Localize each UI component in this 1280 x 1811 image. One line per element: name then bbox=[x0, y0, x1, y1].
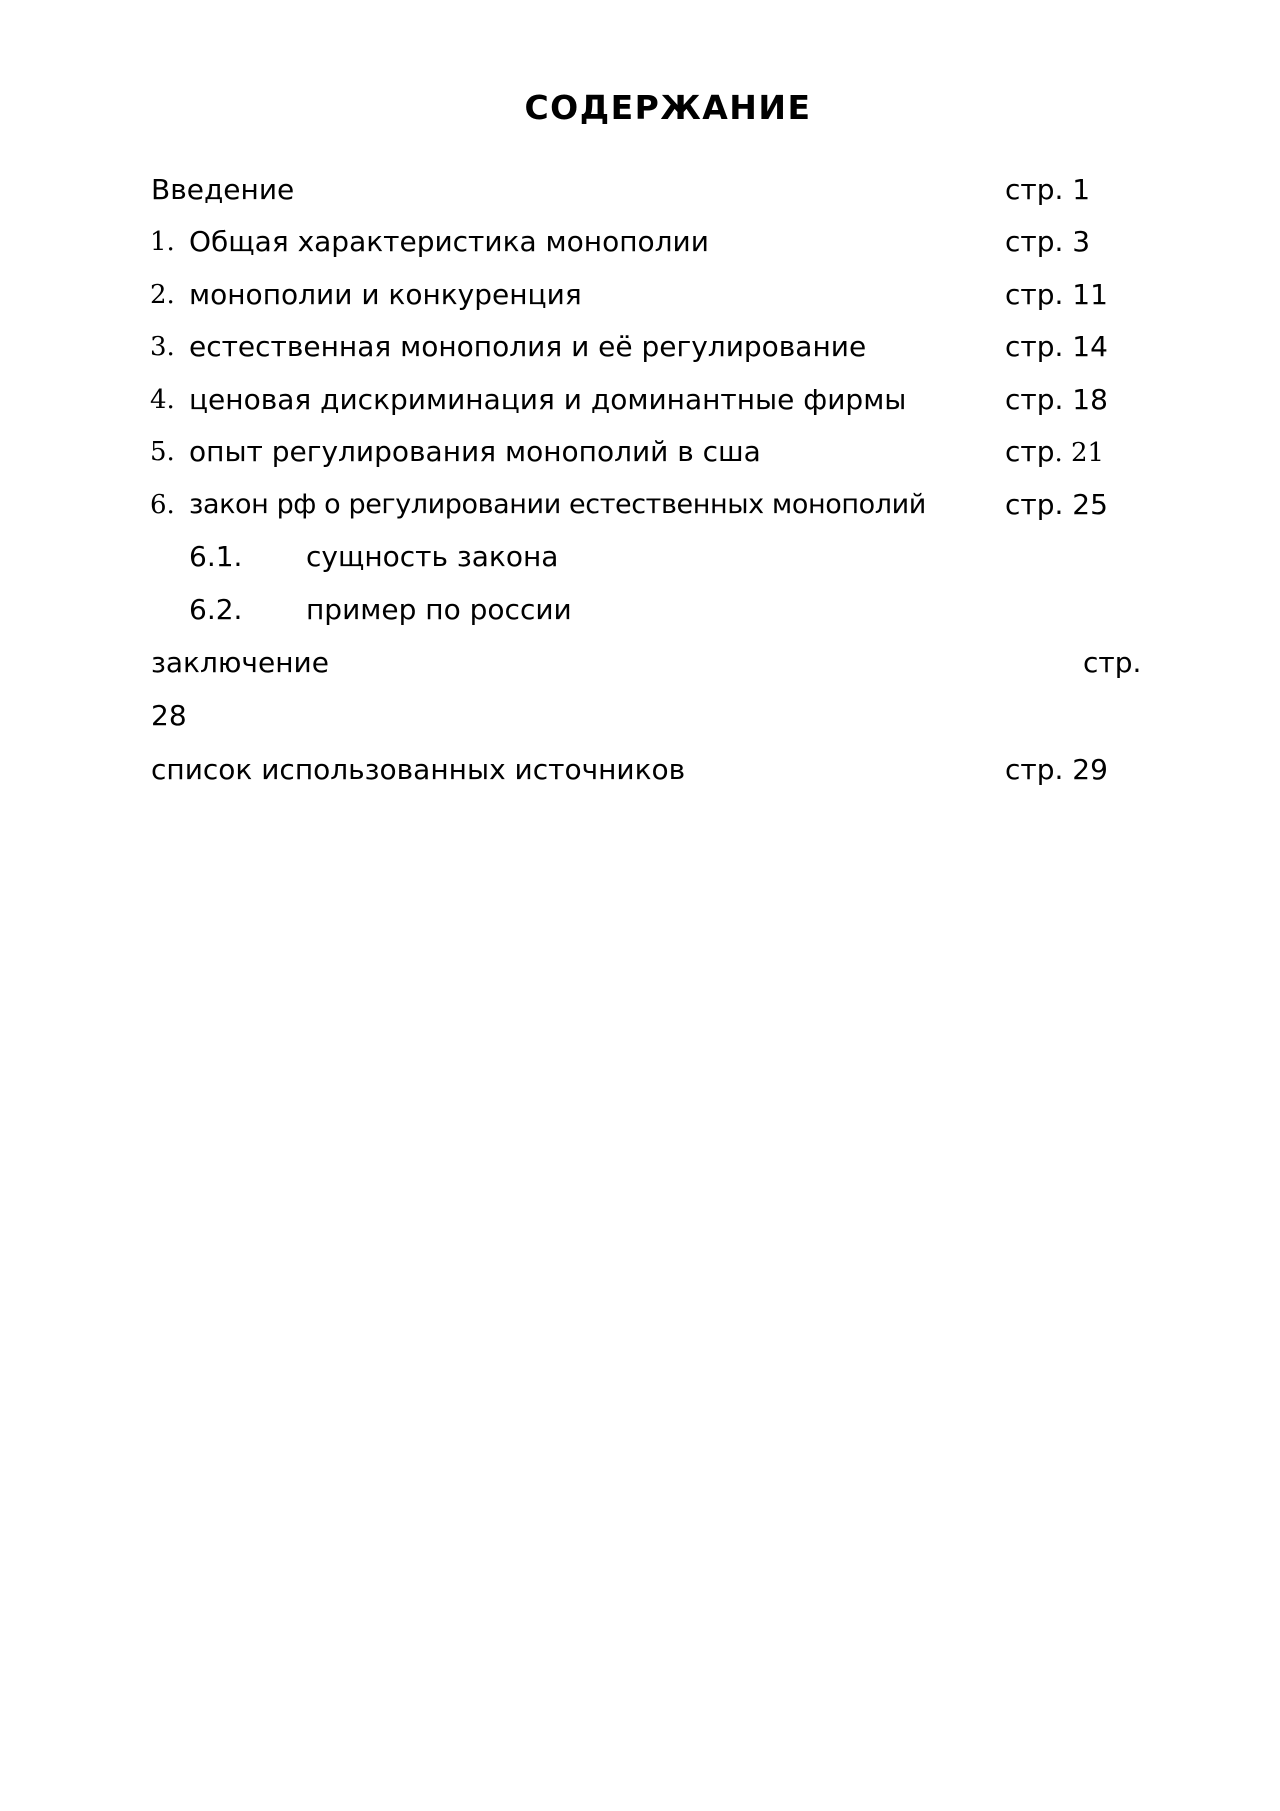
page-number: 25 bbox=[1072, 488, 1108, 521]
page-prefix: стр. bbox=[1005, 330, 1064, 363]
toc-entry-page bbox=[1005, 275, 1108, 315]
toc-entry-3 bbox=[0, 327, 1280, 367]
toc-entry-number: 1. bbox=[150, 227, 175, 257]
page-prefix: стр. bbox=[1005, 278, 1064, 311]
page-number: 29 bbox=[1072, 753, 1108, 786]
toc-subentry-6-2 bbox=[0, 590, 1280, 630]
toc-entry-sources bbox=[0, 750, 1280, 790]
page-prefix: стр. bbox=[1083, 646, 1142, 679]
page-prefix: стр bbox=[1005, 435, 1055, 468]
page-number: 28 bbox=[151, 699, 187, 732]
toc-entry-label: опыт регулирования монополий в сша bbox=[189, 435, 761, 468]
toc-entry-5 bbox=[0, 432, 1280, 472]
page-number: . 21 bbox=[1054, 438, 1105, 468]
toc-entry-page bbox=[1005, 222, 1090, 262]
toc-entry-number: 2. bbox=[150, 280, 175, 310]
page-number: 11 bbox=[1072, 278, 1108, 311]
toc-entry-conclusion bbox=[0, 643, 1280, 683]
toc-entry-6 bbox=[0, 485, 1280, 525]
page-prefix: стр. bbox=[1005, 225, 1064, 258]
toc-entry-page bbox=[1005, 750, 1108, 790]
toc-entry-label: монополии и конкуренция bbox=[189, 278, 582, 311]
toc-entry-introduction bbox=[0, 170, 1280, 210]
page-prefix: стр. bbox=[1005, 753, 1064, 786]
toc-entry-number: 6. bbox=[150, 490, 175, 520]
page-number: 1 bbox=[1072, 173, 1091, 206]
page-prefix: стр. bbox=[1005, 488, 1064, 521]
toc-entry-2 bbox=[0, 275, 1280, 315]
toc-entry-1 bbox=[0, 222, 1280, 262]
toc-entry-number: 3. bbox=[150, 332, 175, 362]
toc-entry-label: закон рф о регулировании естественных монополий bbox=[189, 489, 926, 520]
toc-entry-page bbox=[1005, 327, 1108, 367]
page-number: 14 bbox=[1072, 330, 1108, 363]
toc-subentry-number: 6.2. bbox=[189, 593, 243, 626]
page-prefix: стр. bbox=[1005, 173, 1064, 206]
toc-entry-conclusion-page bbox=[0, 696, 1280, 736]
toc-entry-label: Общая характеристика монополии bbox=[189, 225, 709, 258]
toc-entry-page bbox=[1005, 170, 1090, 210]
toc-entry-page bbox=[1005, 485, 1108, 525]
toc-entry-page bbox=[1005, 432, 1104, 473]
toc-entry-label: заключение bbox=[151, 646, 329, 679]
toc-entry-label: список использованных источников bbox=[151, 753, 686, 786]
toc-entry-page bbox=[1005, 380, 1108, 420]
toc-title: СОДЕРЖАНИЕ bbox=[524, 88, 812, 127]
toc-entry-label: ценовая дискриминация и доминантные фирмы bbox=[189, 383, 907, 416]
toc-entry-label: естественная монополия и её регулирование bbox=[189, 330, 867, 363]
toc-subentry-label: сущность закона bbox=[306, 540, 559, 573]
toc-subentry-number: 6.1. bbox=[189, 540, 243, 573]
toc-entry-number: 5. bbox=[150, 437, 175, 467]
toc-entry-label: Введение bbox=[151, 173, 295, 206]
page-number: 3 bbox=[1072, 225, 1091, 258]
toc-subentry-label: пример по россии bbox=[306, 593, 572, 626]
toc-subentry-6-1 bbox=[0, 537, 1280, 577]
page-number: 18 bbox=[1072, 383, 1108, 416]
page-prefix: стр. bbox=[1005, 383, 1064, 416]
toc-entry-number: 4. bbox=[150, 385, 175, 415]
toc-entry-4 bbox=[0, 380, 1280, 420]
